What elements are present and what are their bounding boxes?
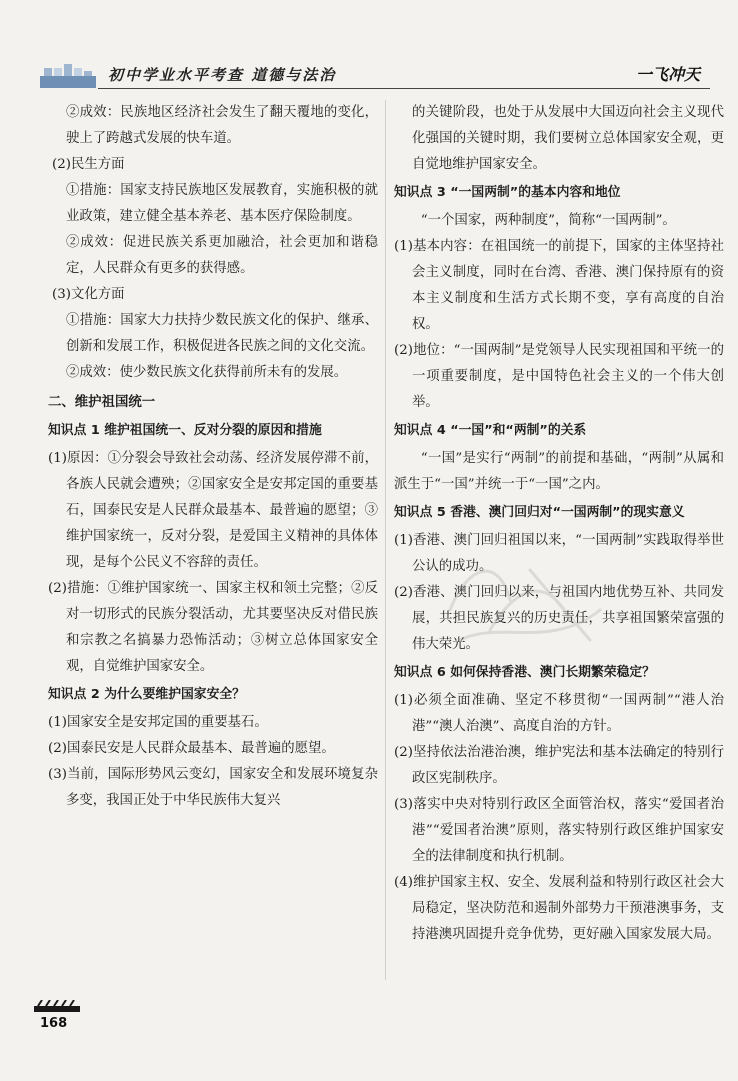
- paragraph: “一个国家，两种制度”，简称“一国两制”。: [420, 213, 676, 228]
- knowledge-point-heading: 知识点 1 维护祖国统一、反对分裂的原因和措施: [48, 423, 322, 438]
- column-divider: [385, 100, 386, 980]
- paragraph: “一国”是实行“两制”的前提和基础，“两制”从属和派生于“一国”并统一于“一国”之内。: [394, 451, 724, 492]
- right-column: [394, 100, 724, 948]
- page-footer: [30, 1000, 90, 1038]
- left-column: [48, 100, 378, 814]
- paragraph: (2)国泰民安是人民群众最基本、最普遍的愿望。: [48, 741, 335, 756]
- paragraph: (1)原因：①分裂会导致社会动荡、经济发展停滞不前，各族人民就会遭殃；②国家安全是安邦定国的重要基石，国泰民安是人民群众最基本、最普遍的愿望；③维护国家统一，反对分裂，是爱国主义精神的具体体现，是每个公民义不容辞的责任。: [48, 451, 378, 570]
- page-number: 168: [40, 1016, 68, 1031]
- paragraph: ①措施：国家支持民族地区发展教育，实施积极的就业政策，建立健全基本养老、基本医疗保险制度。: [66, 183, 378, 224]
- header-rule: [98, 88, 710, 89]
- paragraph: 的关键阶段，也处于从发展中大国迈向社会主义现代化强国的关键时期，我们要树立总体国家安全观，更自觉地维护国家安全。: [412, 105, 724, 172]
- header-decoration-icon: [40, 62, 96, 88]
- paragraph: ②成效：使少数民族文化获得前所未有的发展。: [66, 365, 348, 380]
- paragraph: ①措施：国家大力扶持少数民族文化的保护、继承、创新和发展工作，积极促进各民族之间的文化交流。: [66, 313, 378, 354]
- paragraph: (1)国家安全是安邦定国的重要基石。: [48, 715, 268, 730]
- paragraph: ②成效：民族地区经济社会发生了翻天覆地的变化，驶上了跨越式发展的快车道。: [66, 105, 378, 146]
- paragraph: (1)香港、澳门回归祖国以来，“一国两制”实践取得举世公认的成功。: [394, 533, 724, 574]
- watermark-icon: [430, 540, 620, 660]
- header-title: 初中学业水平考查 道德与法治: [108, 66, 337, 84]
- page-number-decoration-icon: [34, 1000, 82, 1014]
- knowledge-point-heading: 知识点 4 “一国”和“两制”的关系: [394, 423, 587, 438]
- paragraph: (3)当前，国际形势风云变幻，国家安全和发展环境复杂多变，我国正处于中华民族伟大复兴: [48, 767, 378, 808]
- knowledge-point-heading: 知识点 2 为什么要维护国家安全？: [48, 687, 245, 702]
- page-header: [40, 58, 710, 92]
- paragraph: (4)维护国家主权、安全、发展利益和特别行政区社会大局稳定，坚决防范和遏制外部势力干预港澳事务，支持港澳巩固提升竞争优势，更好融入国家发展大局。: [394, 875, 724, 942]
- paragraph: (2)香港、澳门回归以来，与祖国内地优势互补、共同发展，共担民族复兴的历史责任，共享祖国繁荣富强的伟大荣光。: [394, 585, 724, 652]
- knowledge-point-heading: 知识点 6 如何保持香港、澳门长期繁荣稳定？: [394, 665, 655, 680]
- paragraph: ②成效：促进民族关系更加融洽，社会更加和谐稳定，人民群众有更多的获得感。: [66, 235, 378, 276]
- paragraph: (2)民生方面: [52, 157, 125, 172]
- paragraph: (3)文化方面: [52, 287, 125, 302]
- knowledge-point-heading: 知识点 3 “一国两制”的基本内容和地位: [394, 185, 621, 200]
- section-heading: 二、维护祖国统一: [48, 395, 156, 410]
- paragraph: (2)措施：①维护国家统一、国家主权和领土完整；②反对一切形式的民族分裂活动，尤其要坚决反对借民族和宗教之名搞暴力恐怖活动；③树立总体国家安全观，自觉维护国家安全。: [48, 581, 378, 674]
- knowledge-point-heading: 知识点 5 香港、澳门回归对“一国两制”的现实意义: [394, 505, 685, 520]
- paragraph: (1)基本内容：在祖国统一的前提下，国家的主体坚持社会主义制度，同时在台湾、香港、澳门保持原有的资本主义制度和生活方式长期不变，享有高度的自治权。: [394, 239, 724, 332]
- paragraph: (3)落实中央对特别行政区全面管治权，落实“爱国者治港”“爱国者治澳”原则，落实特别行政区维护国家安全的法律制度和执行机制。: [394, 797, 724, 864]
- paragraph: (1)必须全面准确、坚定不移贯彻“一国两制”“港人治港”“澳人治澳”、高度自治的方针。: [394, 693, 724, 734]
- header-brand: 一飞冲天: [635, 65, 700, 84]
- paragraph: (2)坚持依法治港治澳，维护宪法和基本法确定的特别行政区宪制秩序。: [394, 745, 724, 786]
- paragraph: (2)地位：“一国两制”是党领导人民实现祖国和平统一的一项重要制度，是中国特色社会主义的一个伟大创举。: [394, 343, 724, 410]
